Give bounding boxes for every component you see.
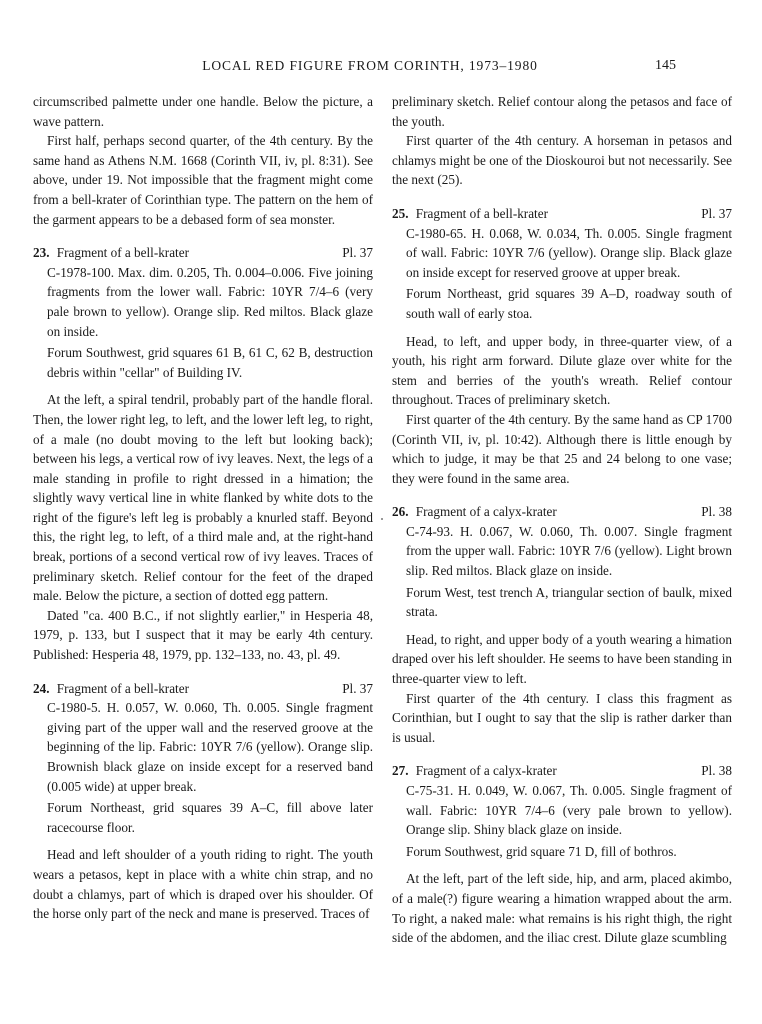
- findspot: Forum West, test trench A, triangular section of baulk, mixed strata.: [406, 584, 732, 620]
- plate-reference: Pl. 38: [701, 763, 732, 779]
- dating-paragraph: Dated "ca. 400 B.C., if not slightly earlier," in Hesperia 48, 1979, p. 133, but I suspect that it may be early 4th century. Published: Hesperia 48, 1979, pp. 132–133, no. 43, pl. 49.: [33, 607, 373, 663]
- findspot: Forum Southwest, grid squares 61 B, 61 C, 62 B, destruction debris within "cellar" of Building IV.: [47, 345, 373, 380]
- dating-paragraph: First quarter of the 4th century. By the same hand as CP 1700 (Corinth VII, iv, pl. 10:42). Although there is little enough by which to judge, it may be that 25 and 24 belong to one vase; they were found in the same area.: [392, 411, 732, 486]
- findspot: Forum Southwest, grid square 71 D, fill of bothros.: [406, 843, 677, 859]
- catalog-data: C-1980-65. H. 0.068, W. 0.034, Th. 0.005. Single fragment of wall. Fabric: 10YR 7/6 (yellow). Orange slip. Black glaze on inside except for reserved groove at upper break.: [406, 225, 732, 280]
- findspot: Forum Northeast, grid squares 39 A–C, fill above later racecourse floor.: [47, 800, 373, 835]
- dating-paragraph: First quarter of the 4th century. I class this fragment as Corinthian, but I ought to say that the slip is rather darker than is usual.: [392, 690, 732, 745]
- entry-label: Fragment of a bell-krater: [415, 205, 548, 221]
- entry-heading-26: [392, 502, 732, 522]
- entry-number: 25.: [392, 205, 409, 221]
- entry-number: 26.: [392, 504, 409, 520]
- running-header: [0, 58, 762, 80]
- catalog-block-27: [392, 781, 732, 861]
- entry-number: 23.: [33, 245, 50, 261]
- entry-number: 27.: [392, 763, 409, 779]
- findspot: Forum Northeast, grid squares 39 A–D, roadway south of south wall of early stoa.: [406, 286, 732, 321]
- right-column: [392, 92, 732, 948]
- catalog-block-26: [392, 522, 732, 622]
- left-column: [33, 92, 373, 924]
- dating-paragraph: First half, perhaps second quarter, of the 4th century. By the same hand as Athens N.M. 1668 (Corinth VII, iv, pl. 8:31). See above, under 19. Not impossible that the fragment might come from a bell-krater of Corinthian type. The pattern on the hem of the garment appears to be a debased form of sea monster.: [33, 133, 373, 227]
- catalog-data: C-74-93. H. 0.067, W. 0.060, Th. 0.007. Single fragment from the upper wall. Fabric: 10YR 7/6 (yellow). Light brown slip. Red miltos. Black glaze on inside.: [406, 523, 732, 579]
- catalog-data: C-1978-100. Max. dim. 0.205, Th. 0.004–0.006. Five joining fragments from the lower wall. Fabric: 10YR 7/4–6 (very pale brown to yellow). Orange slip. Red miltos. Black glaze on inside.: [47, 264, 373, 339]
- entry-heading-25: [392, 204, 732, 224]
- plate-reference: Pl. 37: [701, 205, 732, 221]
- catalog-data: C-1980-5. H. 0.057, W. 0.060, Th. 0.005. Single fragment giving part of the upper wall and the reserved groove at the beginning of the lip. Fabric: 10YR 7/6 (yellow). Orange slip. Brownish black glaze on inside except for a reserved band (0.005 wide) at upper break.: [47, 700, 373, 794]
- entry-label: Fragment of a calyx-krater: [415, 504, 557, 520]
- entry-heading-27: [392, 761, 732, 781]
- page-number: 145: [655, 58, 676, 73]
- catalog-block-23: [33, 263, 373, 383]
- catalog-block-24: [33, 698, 373, 837]
- entry-label: Fragment of a calyx-krater: [415, 763, 557, 779]
- entry-number: 24.: [33, 680, 50, 696]
- continued-paragraph: preliminary sketch. Relief contour along the petasos and face of the youth.: [392, 94, 732, 129]
- dating-paragraph: First quarter of the 4th century. A horseman in petasos and chlamys might be one of the Dioskouroi but not necessarily. See the next (25).: [392, 133, 732, 188]
- catalog-block-25: [392, 224, 732, 324]
- description-paragraph: Head, to left, and upper body, in three-quarter view, of a youth, his right arm forward. Dilute glaze over white for the stem and berries of the youth's wreath. Relief contour throughout. Traces of preliminary sketch.: [392, 333, 732, 408]
- entry-label: Fragment of a bell-krater: [56, 680, 189, 696]
- description-paragraph: At the left, a spiral tendril, probably part of the handle floral. Then, the lower right leg, to left, and the lower left leg, to right, of a male (no doubt moving to the left but looking back); between his legs, a vertical row of ivy leaves. Next, the legs of a male standing in profile to right dressed in a himation; the slightly wavy vertical line in white flanked by white dots to the right of the figure's left leg is probably a knurled staff. Beyond this, the right leg, to left, of a third male and, at the right-hand break, portions of a second vertical row of ivy leaves. Traces of preliminary sketch. Relief contour for the feet of the draped male. Below the picture, a section of dotted egg pattern.: [33, 392, 373, 604]
- entry-heading-23: [33, 243, 373, 263]
- description-paragraph: Head and left shoulder of a youth riding to right. The youth wears a petasos, kept in place with a white chin strap, and no doubt a chlamys, part of which is draped over his shoulder. Of the horse only part of the neck and mane is preserved. Traces of: [33, 847, 373, 922]
- plate-reference: Pl. 37: [342, 680, 373, 696]
- entry-label: Fragment of a bell-krater: [56, 245, 189, 261]
- plate-reference: Pl. 38: [701, 504, 732, 520]
- description-paragraph: At the left, part of the left side, hip, and arm, placed akimbo, of a male(?) figure wearing a himation wrapped about the arm. To right, a naked male: what remains is his right thigh, the right side of the abdomen, and the iliac crest. Dilute glaze scumbling: [392, 871, 732, 946]
- description-paragraph: Head, to right, and upper body of a youth wearing a himation draped over his left shoulder. He seems to have been standing in three-quarter view to left.: [392, 631, 732, 687]
- plate-reference: Pl. 37: [342, 245, 373, 261]
- running-title: LOCAL RED FIGURE FROM CORINTH, 1973–1980: [202, 58, 538, 73]
- catalog-data: C-75-31. H. 0.049, W. 0.067, Th. 0.005. Single fragment of wall. Fabric: 10YR 7/4–6 (very pale brown to yellow). Orange slip. Shiny black glaze on inside.: [406, 783, 732, 838]
- margin-dot: [381, 518, 383, 520]
- entry-heading-24: [33, 679, 373, 699]
- continued-paragraph: circumscribed palmette under one handle. Below the picture, a wave pattern.: [33, 94, 373, 129]
